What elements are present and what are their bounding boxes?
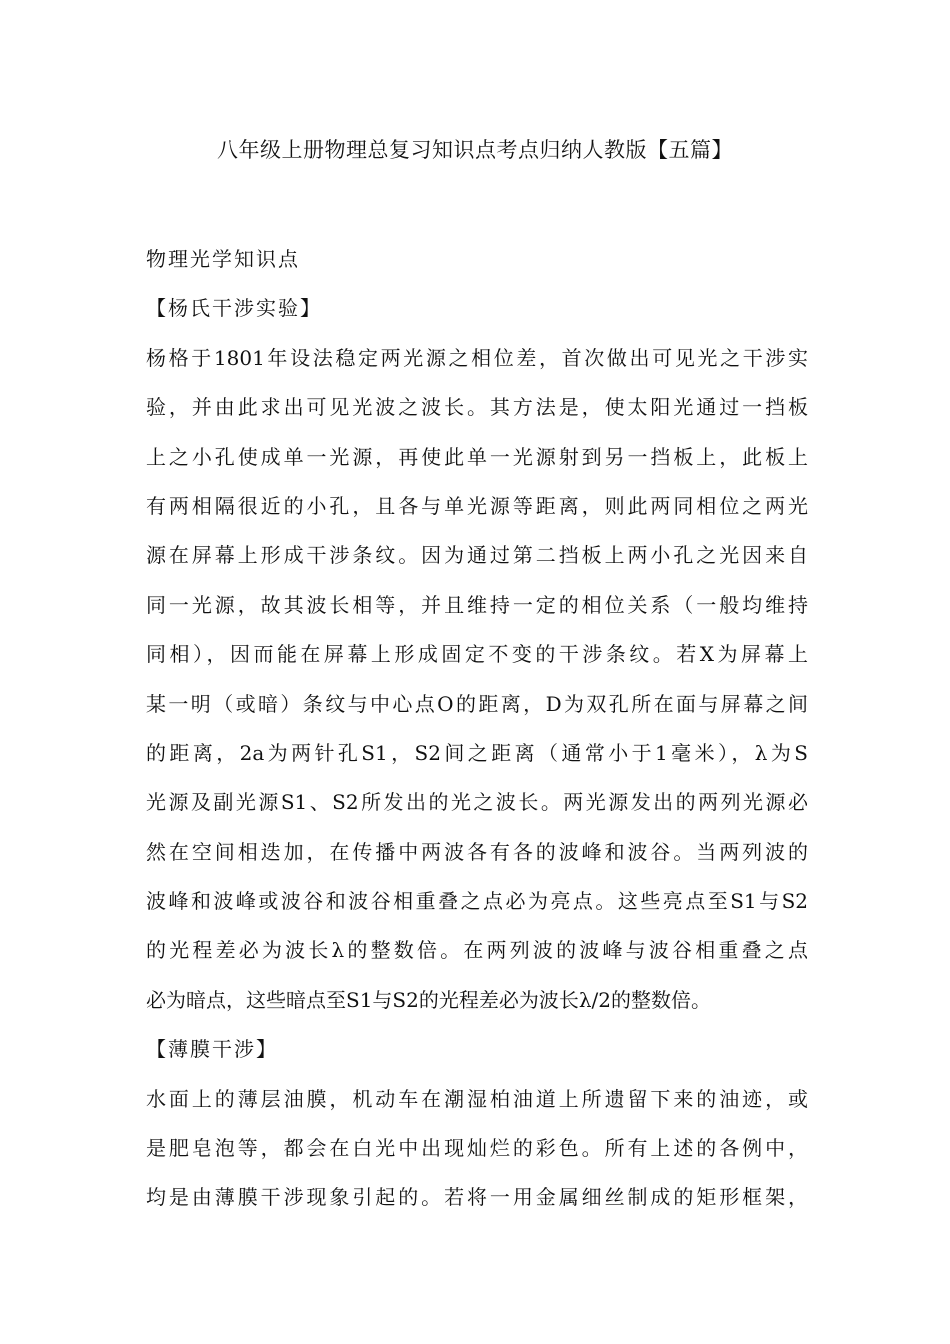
section-heading-thin-film: 【薄膜干涉】: [146, 1037, 278, 1062]
paragraph-line: 源在屏幕上形成干涉条纹。因为通过第二挡板上两小孔之光因来自: [146, 543, 808, 568]
paragraph-line-last: 必为暗点，这些暗点至S1与S2的光程差必为波长λ/2的整数倍。: [146, 987, 711, 1012]
paragraph-line: 同相），因而能在屏幕上形成固定不变的干涉条纹。若X为屏幕上: [146, 642, 808, 667]
paragraph-line: 水面上的薄层油膜，机动车在潮湿柏油道上所遗留下来的油迹，或: [146, 1086, 808, 1111]
paragraph-line: 的光程差必为波长λ的整数倍。在两列波的波峰与波谷相重叠之点: [146, 938, 808, 963]
document-title: 八年级上册物理总复习知识点考点归纳人教版【五篇】: [217, 138, 733, 162]
paragraph-line: 均是由薄膜干涉现象引起的。若将一用金属细丝制成的矩形框架，: [146, 1185, 808, 1210]
section-heading-optics: 物理光学知识点: [146, 247, 300, 271]
paragraph-line: 杨格于1801年设法稳定两光源之相位差，首次做出可见光之干涉实: [146, 345, 808, 370]
paragraph-line: 然在空间相迭加，在传播中两波各有各的波峰和波谷。当两列波的: [146, 839, 808, 864]
paragraph-line: 波峰和波峰或波谷和波谷相重叠之点必为亮点。这些亮点至S1与S2: [146, 889, 808, 914]
paragraph-line: 光源及副光源S1、S2所发出的光之波长。两光源发出的两列光源必: [146, 790, 808, 815]
paragraph-line: 验，并由此求出可见光波之波长。其方法是，使太阳光通过一挡板: [146, 395, 808, 420]
paragraph-line: 的距离，2a为两针孔S1，S2间之距离（通常小于1毫米），λ为S: [146, 740, 808, 765]
document-body: [146, 235, 808, 1223]
section-heading-young-experiment: 【杨氏干涉实验】: [146, 296, 322, 321]
paragraph-line: 某一明（或暗）条纹与中心点O的距离，D为双孔所在面与屏幕之间: [146, 691, 808, 716]
paragraph-line: 是肥皂泡等，都会在白光中出现灿烂的彩色。所有上述的各例中，: [146, 1136, 808, 1161]
paragraph-line: 有两相隔很近的小孔，且各与单光源等距离，则此两同相位之两光: [146, 493, 808, 518]
paragraph-line: 同一光源，故其波长相等，并且维持一定的相位关系（一般均维持: [146, 592, 808, 617]
paragraph-line: 上之小孔使成单一光源，再使此单一光源射到另一挡板上，此板上: [146, 444, 808, 469]
